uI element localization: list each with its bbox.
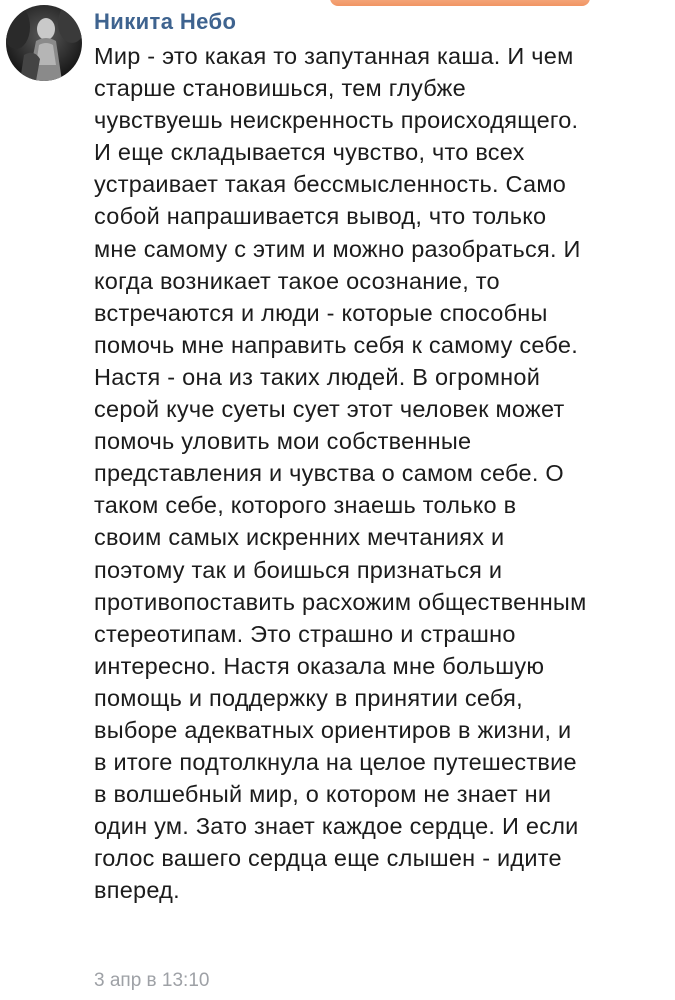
comment-text-line: поэтому так и боишься признаться и	[94, 556, 503, 583]
comment-text-line: помощь и поддержку в принятии себя,	[94, 684, 523, 711]
comment-text-line: серой куче суеты сует этот человек может	[94, 396, 565, 423]
comment-text-line: выборе адекватных ориентиров в жизни, и	[94, 716, 572, 743]
comment-text-line: мне самому с этим и можно разобраться. И	[94, 235, 581, 262]
comment-text-line: один ум. Зато знает каждое сердце. И если	[94, 813, 579, 840]
comment-text-line: своим самых искренних мечтаниях и	[94, 524, 505, 551]
comment-text-line: в итоге подтолкнула на целое путешествие	[94, 749, 577, 776]
comment-text-line: чувствуешь неискренность происходящего.	[94, 107, 579, 134]
comment-text-line: встречаются и люди - которые способны	[94, 299, 548, 326]
comment-text-line: старше становишься, тем глубже	[94, 75, 466, 102]
comment-text-line: собой напрашивается вывод, что только	[94, 203, 547, 230]
comment-text-line: когда возникает такое осознание, то	[94, 267, 500, 294]
avatar[interactable]	[6, 5, 82, 81]
comment-text-line: Мир - это какая то запутанная каша. И чем	[94, 43, 574, 69]
comment-text-line: устраивает такая бессмысленность. Само	[94, 171, 567, 198]
comment-text-line: И еще складывается чувство, что всех	[94, 139, 525, 166]
user-avatar-icon	[6, 5, 82, 81]
cropped-banner	[330, 0, 590, 6]
comment-text-line: противопоставить расхожим общественным	[94, 588, 587, 615]
comment-text-line: интересно. Настя оказала мне большую	[94, 652, 545, 679]
comment-text-line: таком себе, которого знаешь только в	[94, 492, 517, 519]
comment-text-line: представления и чувства о самом себе. О	[94, 460, 564, 487]
comment-text-line: в волшебный мир, о котором не знает ни	[94, 781, 552, 808]
comment-text	[94, 40, 669, 907]
comment-text-line: стереотипам. Это страшно и страшно	[94, 620, 516, 647]
author-name[interactable]: Никита Небо	[94, 9, 237, 34]
comment-text-line: вперед.	[94, 877, 180, 904]
comment-date[interactable]: 3 апр в 13:10	[94, 970, 210, 991]
comment-text-line: помочь уловить мои собственные	[94, 428, 472, 455]
comment-text-line: голос вашего сердца еще слышен - идите	[94, 845, 562, 872]
comment-text-line: помочь мне направить себя к самому себе.	[94, 331, 578, 358]
comment-text-line: Настя - она из таких людей. В огромной	[94, 363, 541, 390]
